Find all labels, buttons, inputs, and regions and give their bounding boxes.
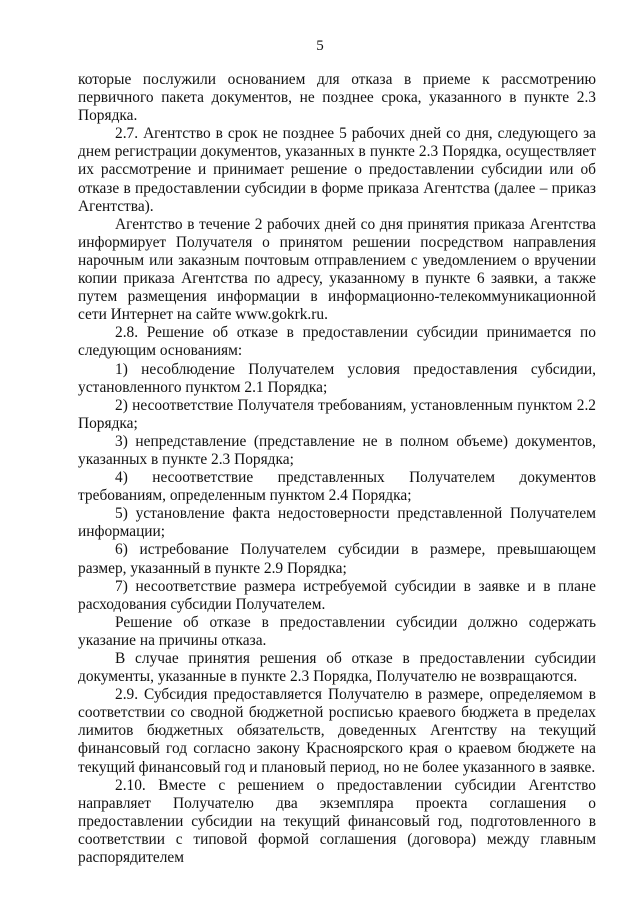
list-item: 1) несоблюдение Получателем условия предоставления субсидии, установленного пунктом 2.1 Порядка; bbox=[78, 360, 596, 396]
paragraph-2-8: 2.8. Решение об отказе в предоставлении субсидии принимается по следующим основаниям: bbox=[78, 324, 596, 360]
paragraph: Решение об отказе в предоставлении субсидии должно содержать указание на причины отказа. bbox=[78, 613, 596, 649]
paragraph-2-7: 2.7. Агентство в срок не позднее 5 рабочих дней со дня, следующего за днем регистрации документов, указанных в пункте 2.3 Порядка, осуществляет их рассмотрение и принимает решение о предоставлении субсидии или об отказе в предоставлении субсидии в форме приказа Агентства (далее – приказ Агентства). bbox=[78, 125, 596, 215]
list-item: 2) несоответствие Получателя требованиям, установленным пунктом 2.2 Порядка; bbox=[78, 396, 596, 432]
list-item: 3) непредставление (представление не в полном объеме) документов, указанных в пункте 2.3 Порядка; bbox=[78, 432, 596, 468]
list-item: 4) несоответствие представленных Получателем документов требованиям, определенным пунктом 2.4 Порядка; bbox=[78, 469, 596, 505]
paragraph: которые послужили основанием для отказа в приеме к рассмотрению первичного пакета документов, не позднее срока, указанного в пункте 2.3 Порядка. bbox=[78, 71, 596, 125]
list-item: 6) истребование Получателем субсидии в размере, превышающем размер, указанный в пункте 2.9 Порядка; bbox=[78, 541, 596, 577]
paragraph: Агентство в течение 2 рабочих дней со дня принятия приказа Агентства информирует Получателя о принятом решении посредством направления нарочным или заказным почтовым отправлением с уведомлением о вручении копии приказа Агентства по адресу, указанному в пункте 6 заявки, а также путем размещения информации в информационно-телекоммуникационной сети Интернет на сайте www.gokrk.ru. bbox=[78, 215, 596, 324]
page-number: 5 bbox=[316, 38, 324, 54]
document-body bbox=[78, 71, 596, 867]
list-item: 7) несоответствие размера истребуемой субсидии в заявке и в плане расходования субсидии Получателем. bbox=[78, 577, 596, 613]
paragraph: В случае принятия решения об отказе в предоставлении субсидии документы, указанные в пункте 2.3 Порядка, Получателю не возвращаются. bbox=[78, 650, 596, 686]
paragraph-2-10: 2.10. Вместе с решением о предоставлении субсидии Агентство направляет Получателю два экземпляра проекта соглашения о предоставлении субсидии на текущий финансовый год, подготовленного в соответствии с типовой формой соглашения (договора) между главным распорядителем bbox=[78, 776, 596, 867]
list-item: 5) установление факта недостоверности представленной Получателем информации; bbox=[78, 505, 596, 541]
paragraph-2-9: 2.9. Субсидия предоставляется Получателю в размере, определяемом в соответствии со сводной бюджетной росписью краевого бюджета в пределах лимитов бюджетных обязательств, доведенных Агентству на текущий финансовый год согласно закону Красноярского края о краевом бюджете на текущий финансовый год и плановый период, но не более указанного в заявке. bbox=[78, 686, 596, 776]
